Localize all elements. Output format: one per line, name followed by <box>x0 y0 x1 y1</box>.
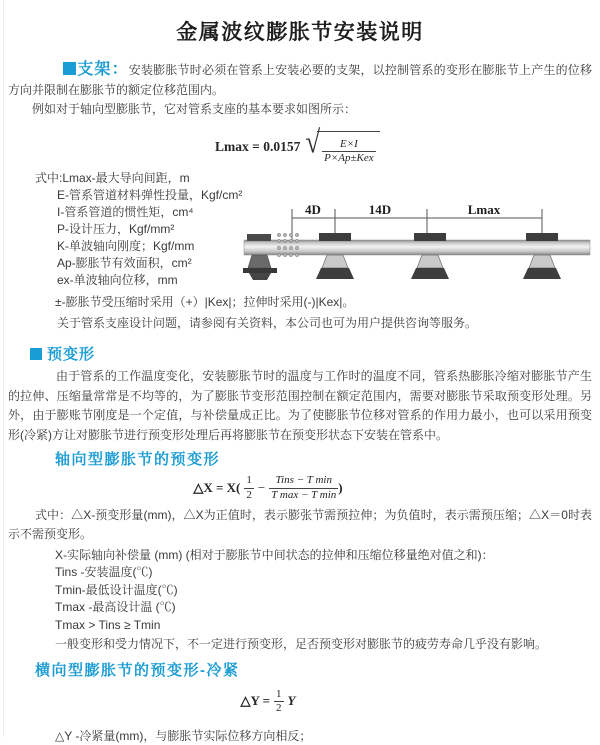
guide-support-glyph <box>411 233 449 279</box>
section-bullet-icon <box>30 348 42 360</box>
delta-x-rhs: ) <box>338 480 343 496</box>
axial-definitions <box>8 545 592 654</box>
definition-line: K-单波轴向刚度；Kgf/mm <box>57 239 195 254</box>
definition-line: Ap-膨胀节有效面积，cm² <box>57 256 192 271</box>
bracket-paragraph <box>8 60 592 100</box>
fraction-denominator: T max − T min <box>271 488 337 501</box>
definition-line: E-管系管道材料弹性投量，Kgf/cm² <box>57 188 243 203</box>
diagram-label-4d: 4D <box>305 202 321 218</box>
axial-subheading: 轴向型膨胀节的预变形 <box>55 451 221 469</box>
delta-y-note: △Y -冷紧量(mm)，与膨胀节实际位移方向相反； <box>55 729 312 744</box>
predeform-heading-label: 预变形 <box>47 346 96 364</box>
definition-line: ex-单波轴向位移，mm <box>57 273 178 288</box>
bracket-section-label: 支架： <box>77 61 129 78</box>
definition-line: Tmin-最低设计温度(℃) <box>55 582 178 597</box>
delta-x-formula <box>0 474 560 501</box>
section-bullet-icon <box>63 62 76 75</box>
definition-line: I-管系管道的惯性矩，cm⁴ <box>57 205 194 220</box>
definition-line: Tmax > Tins ≥ Tmin <box>55 617 161 632</box>
minus-sign: − <box>257 480 266 496</box>
diagram-label-14d: 14D <box>368 202 392 218</box>
temperature-fraction <box>269 474 338 501</box>
diagram-label-lmax: Lmax <box>467 202 501 218</box>
pipe-support-diagram <box>240 200 592 302</box>
lmax-formula-fraction <box>322 138 376 165</box>
half-fraction <box>274 688 284 715</box>
fraction-denominator: 2 <box>246 488 252 501</box>
delta-x-explanation: 式中：△X-预变形量(mm)，△X为正值时，表示膨张节需预拉伸；为负值时，表示需预压缩；△X＝0时表示不需预变形。 <box>8 507 592 541</box>
predeform-section-heading <box>30 343 592 364</box>
delta-y-rhs: Y <box>287 693 296 709</box>
sqrt-symbol-icon: √ <box>305 124 321 160</box>
fraction-numerator: E×I <box>340 138 358 150</box>
guide-support-glyph <box>523 233 561 279</box>
predeform-paragraph: 由于管系的工作温度变化，安装膨胀节时的温度与工作时的温度不同，管系热膨胀冷缩对膨胀节产生的拉伸、压缩量常常是不均等的，为了膨胀节变形范围控制在额定范围内，需要对膨胀节采取预变形处理。另外，由于膨账节刚度是一个定值，与补偿量成正比。为了使膨胀节位移对管系的作用力最小，也可以采用预变形(冷紧)方让对膨胀节进行预变形处理后再将膨胀节在预变形状态下安装在管系中。 <box>8 369 592 442</box>
bracket-body-text: 安装膨胀节时必须在管系上安装必要的支架，以控制管系的变形在膨胀节上产生的位移方向并限制在膨胀节的额定位移范围内。 <box>8 63 592 97</box>
fraction-numerator: 1 <box>276 687 282 700</box>
fraction-numerator: 1 <box>246 474 252 487</box>
delta-y-lhs: △Y = <box>240 693 271 709</box>
definitions-section <box>8 170 592 332</box>
half-fraction <box>244 474 254 501</box>
definition-line: 式中:Lmax-最大导向间距，m <box>35 171 190 186</box>
lmax-formula <box>215 124 592 165</box>
delta-x-lhs: △X = X( <box>193 480 241 496</box>
fraction-denominator: 2 <box>276 701 282 714</box>
definition-line: X-实际轴向补偿量 (mm) (相对于膨胀节中间状态的拉伸和压缩位移量绝对值之和)： <box>55 547 494 562</box>
definition-line: ±-膨胀节受压缩时采用（+）|Kex|；拉伸时采用(-)|Kex|。 <box>55 295 355 310</box>
support-consulting-note: 关于管系支座设计问题，请参阅有关资料，本公司也可为用户提供咨询等服务。 <box>57 316 478 331</box>
definition-line: P-设计压力，Kgf/mm² <box>57 222 175 237</box>
sqrt-radicand <box>317 131 380 165</box>
sqrt-radical <box>305 124 379 165</box>
guide-support-glyph <box>316 233 354 279</box>
fraction-denominator: P×Ap±Kex <box>324 152 374 165</box>
fraction-numerator: Tins − T min <box>275 474 332 487</box>
lateral-subheading: 横向型膨胀节的预变形-冷紧 <box>35 661 240 679</box>
bracket-example-text: 例如对于轴向型膨胀节，它对管系支座的基本要求如图所示： <box>32 102 357 116</box>
lmax-formula-lhs: Lmax = 0.0157 <box>215 139 301 155</box>
definition-line: Tins -安装温度(℃) <box>55 565 153 580</box>
page-title: 金属波纹膨胀节安装说明 <box>176 21 424 44</box>
definition-line: Tmax -最高设计温 (℃) <box>55 600 176 615</box>
delta-y-formula <box>0 688 560 715</box>
fatigue-note: 一般变形和受力情况下，不一定进行预变形，足否预变形对膨胀节的疲劳寿命几乎没有影响。 <box>55 637 548 652</box>
